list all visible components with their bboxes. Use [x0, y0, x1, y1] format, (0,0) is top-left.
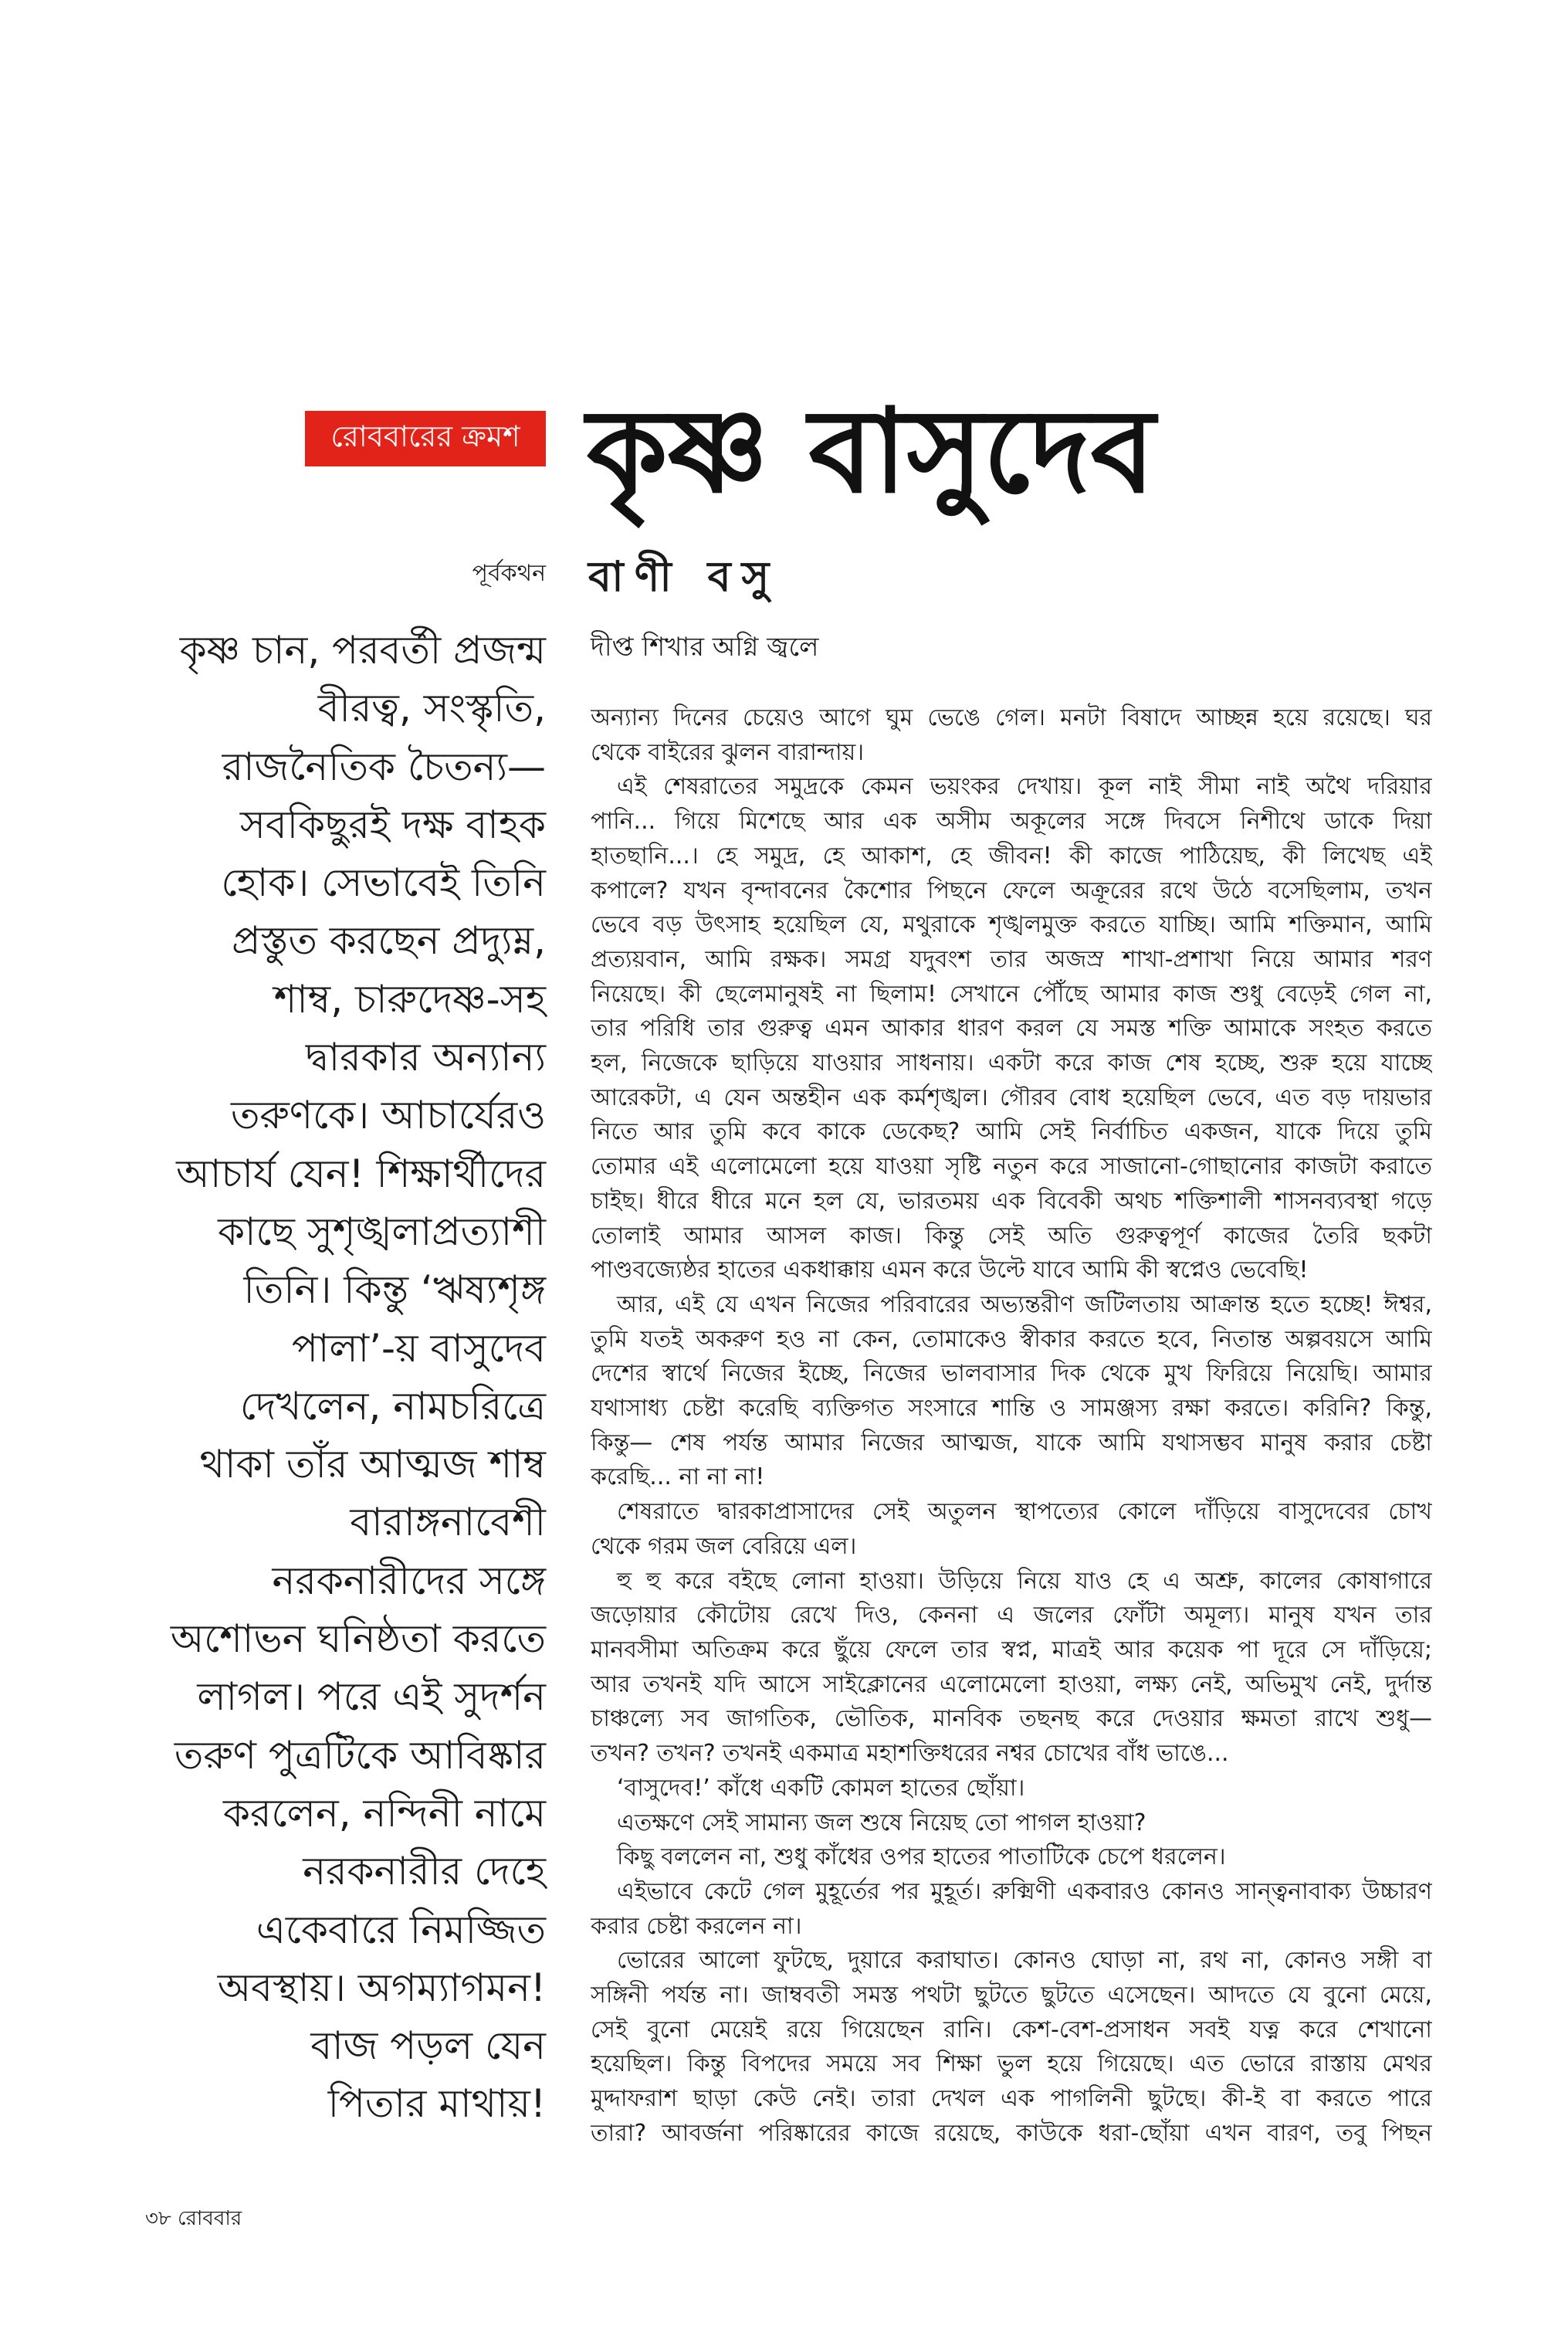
text-line: হয়েছিল। কিন্তু বিপদের সময়ে সব শিক্ষা ভুল হয়ে গিয়েছে। এত ভোরে রাস্তায় মেথর — [591, 2050, 1432, 2078]
paragraph — [591, 770, 1432, 1288]
pull-quote-line: থাকা তাঁর আত্মজ শাম্ব — [199, 1442, 546, 1487]
text-line: দেশের স্বার্থে নিজের ইচ্ছে, নিজের ভালবাসার দিক থেকে মুখ ফিরিয়ে নিয়েছি। আমার — [591, 1360, 1432, 1388]
text-line: প্রত্যয়বান, আমি রক্ষক। সমগ্র যদুবংশ তার অজস্র শাখা-প্রশাখা নিয়ে আমার শরণ — [591, 945, 1432, 973]
text-line: হু হু করে বইছে লোনা হাওয়া। উড়িয়ে নিয়ে যাও হে এ অশ্রু, কালের কোষাগারে — [617, 1567, 1432, 1595]
paragraph — [591, 1840, 1432, 1875]
text-line: চাইছ। ধীরে ধীরে মনে হল যে, ভারতময় এক বিবেকী অথচ শক্তিশালী শাসনব্যবস্থা গড়ে — [591, 1187, 1432, 1215]
text-line: কিন্তু— শেষ পর্যন্ত আমার নিজের আত্মজ, যাকে আমি যথাসম্ভব মানুষ করার চেষ্টা — [591, 1429, 1432, 1456]
text-line: পানি... গিয়ে মিশেছে আর এক অসীম অকূলের সঙ্গে দিবসে নিশীথে ডাকে দিয়া — [591, 808, 1432, 836]
pull-quote-line: নরকনারীর দেহে — [303, 1849, 546, 1894]
text-line: তারা? আবর্জনা পরিষ্কারের কাজে রয়েছে, কাউকে ধরা-ছোঁয়া এখন বারণ, তবু পিছন — [591, 2119, 1432, 2147]
pull-quote-line: একেবারে নিমজ্জিত — [256, 1907, 546, 1952]
paragraph — [591, 1565, 1432, 1772]
text-line: কিছু বললেন না, শুধু কাঁধের ওপর হাতের পাতাটিকে চেপে ধরলেন। — [617, 1843, 1226, 1871]
text-line: তার পরিধি তার গুরুত্ব এমন আকার ধারণ করল যে সমস্ত শক্তি আমাকে সংহত করতে — [591, 1015, 1432, 1043]
pull-quote-line: দেখলেন, নামচরিত্রে — [239, 1383, 546, 1429]
text-line: পাণ্ডবজ্যেষ্ঠর হাতের একধাক্কায় এমন করে উল্টে যাবে আমি কী স্বপ্নেও ভেবেছি! — [591, 1256, 1309, 1284]
pull-quote-line: তিনি। কিন্তু ‘ঋষ্যশৃঙ্গ — [243, 1267, 546, 1313]
text-line: সঙ্গিনী পর্যন্ত না। জাম্ববতী সমস্ত পথটা ছুটতে ছুটতে এসেছেন। আদতে যে বুনো মেয়ে, — [591, 1982, 1432, 2009]
pull-quote-line: প্রস্তুত করছেন প্রদ্যুম্ন, — [232, 918, 546, 964]
pull-quote-line: তরুণ পুত্রটিকে আবিষ্কার — [174, 1732, 546, 1778]
text-line: অন্যান্য দিনের চেয়েও আগে ঘুম ভেঙে গেল। মনটা বিষাদে আচ্ছন্ন হয়ে রয়েছে। ঘর — [591, 704, 1432, 731]
paragraph — [591, 701, 1432, 770]
text-line: করার চেষ্টা করলেন না। — [591, 1912, 802, 1940]
pull-quote-line: তরুণকে। আচার্যেরও — [231, 1093, 546, 1138]
article-body — [591, 701, 1432, 2151]
text-line: চাঞ্চল্যে সব জাগতিক, ভৌতিক, মানবিক তছনছ করে দেওয়ার ক্ষমতা রাখে শুধু— — [591, 1705, 1432, 1733]
text-line: করেছি... না না না! — [591, 1463, 765, 1491]
text-line: তুমি যতই অকরুণ হও না কেন, তোমাকেও স্বীকার করতে হবে, নিতান্ত অল্পবয়সে আমি — [591, 1325, 1432, 1353]
pull-quote-line: বারাঙ্গনাবেশী — [350, 1500, 546, 1545]
pull-quote-line: শাম্ব, চারুদেষ্ণ-সহ — [273, 976, 546, 1022]
series-badge: রোববারের ক্রমশ — [305, 411, 546, 466]
pull-quote-line: হোক। সেভাবেই তিনি — [221, 860, 546, 906]
page-title: কৃষ্ণ বাসুদেব — [587, 385, 1156, 519]
pull-quote-line: লাগল। পরে এই সুদর্শন — [197, 1674, 546, 1720]
pull-quote-line: সবকিছুরই দক্ষ বাহক — [239, 802, 546, 847]
paragraph — [591, 1495, 1432, 1564]
text-line: নিতে আর তুমি কবে কাকে ডেকেছ? আমি সেই নির্বাচিত একজন, যাকে দিয়ে তুমি — [591, 1118, 1432, 1146]
text-line: জড়োয়ার কৌটোয় রেখে দিও, কেননা এ জলের ফোঁটা অমূল্য। মানুষ যখন তার — [591, 1602, 1432, 1629]
pull-quote-line: কৃষ্ণ চান, পরবর্তী প্রজন্ম — [179, 628, 546, 673]
text-line: হাতছানি...। হে সমুদ্র, হে আকাশ, হে জীবন! কী কাজে পাঠিয়েছ, কী লিখেছ এই — [591, 842, 1432, 870]
text-line: নিয়েছে। কী ছেলেমানুষই না ছিলাম! সেখানে পৌঁছে আমার কাজ শুধু বেড়েই গেল না, — [591, 980, 1432, 1008]
paragraph — [591, 1944, 1432, 2151]
pull-quote-line: পালা’-য় বাসুদেব — [291, 1325, 546, 1371]
text-line: ভোরের আলো ফুটছে, দুয়ারে করাঘাত। কোনও ঘোড়া না, রথ না, কোনও সঙ্গী বা — [617, 1947, 1432, 1975]
pull-quote-line: বাজ পড়ল যেন — [310, 2023, 546, 2069]
page-footer: ৩৮ রোববার — [145, 2207, 242, 2230]
text-line: যথাসাধ্য চেষ্টা করেছি ব্যক্তিগত সংসারে শান্তি ও সামঞ্জস্য রক্ষা করতে। করিনি? কিন্তু, — [591, 1395, 1432, 1422]
text-line: থেকে গরম জল বেরিয়ে এল। — [591, 1532, 857, 1560]
text-line: কপালে? যখন বৃন্দাবনের কৈশোর পিছনে ফেলে অক্রূরের রথে উঠে বসেছিলাম, তখন — [591, 876, 1432, 904]
pull-quote-line: করলেন, নন্দিনী নামে — [223, 1790, 546, 1836]
paragraph — [591, 1772, 1432, 1806]
text-line: তখন? তখন? তখনই একমাত্র মহাশক্তিধরের নশ্বর চোখের বাঁধ ভাঙে... — [591, 1740, 1229, 1768]
text-line: ভেবে বড় উৎসাহ হয়েছিল যে, মথুরাকে শৃঙ্খলমুক্ত করতে যাচ্ছি। আমি শক্তিমান, আমি — [591, 911, 1432, 939]
paragraph — [591, 1875, 1432, 1944]
text-line: এতক্ষণে সেই সামান্য জল শুষে নিয়েছ তো পাগল হাওয়া? — [617, 1809, 1146, 1836]
text-line: সেই বুনো মেয়েই রয়ে গিয়েছেন রানি। কেশ-বেশ-প্রসাধন সবই যত্ন করে শেখানো — [591, 2016, 1432, 2043]
text-line: তোমার এই এলোমেলো হয়ে যাওয়া সৃষ্টি নতুন করে সাজানো-গোছানোর কাজটা করাতে — [591, 1153, 1432, 1181]
pull-quote — [83, 622, 546, 2134]
pull-quote-line: দ্বারকার অন্যান্য — [305, 1035, 546, 1080]
text-line: আর, এই যে এখন নিজের পরিবারের অভ্যন্তরীণ জটিলতায় আক্রান্ত হতে হচ্ছে! ঈশ্বর, — [617, 1290, 1432, 1318]
text-line: আরেকটা, এ যেন অন্তহীন এক কর্মশৃঙ্খল। গৌরব বোধ হয়েছিল ভেবে, এত বড় দায়ভার — [591, 1083, 1432, 1111]
chapter-subtitle: দীপ্ত শিখার অগ্নি জ্বলে — [591, 632, 819, 663]
text-line: ‘বাসুদেব!’ কাঁধে একটি কোমল হাতের ছোঁয়া। — [617, 1774, 1025, 1802]
text-line: হল, নিজেকে ছাড়িয়ে যাওয়ার সাধনায়। একটা করে কাজ শেষ হচ্ছে, শুরু হয়ে যাচ্ছে — [591, 1049, 1432, 1077]
pull-quote-line: কাছে সুশৃঙ্খলাপ্রত্যাশী — [218, 1209, 546, 1254]
pull-quote-line: অশোভন ঘনিষ্ঠতা করতে — [170, 1616, 546, 1662]
text-line: থেকে বাইরের ঝুলন বারান্দায়। — [591, 738, 865, 766]
pull-quote-line: রাজনৈতিক চৈতন্য— — [222, 744, 546, 789]
text-line: আর তখনই যদি আসে সাইক্লোনের এলোমেলো হাওয়া, লক্ষ্য নেই, অভিমুখ নেই, দুর্দান্ত — [591, 1670, 1432, 1698]
pull-quote-line: পিতার মাথায়! — [327, 2081, 546, 2127]
text-line: তোলাই আমার আসল কাজ। কিন্তু সেই অতি গুরুত্বপূর্ণ কাজের তৈরি ছকটা — [591, 1222, 1432, 1249]
author-name: বাণী বসু — [588, 552, 781, 601]
text-line: এইভাবে কেটে গেল মুহূর্তের পর মুহূর্ত। রুক্মিণী একবারও কোনও সান্ত্বনাবাক্য উচ্চারণ — [617, 1877, 1432, 1905]
paragraph — [591, 1806, 1432, 1841]
text-line: শেষরাতে দ্বারকাপ্রাসাদের সেই অতুলন স্থাপত্যের কোলে দাঁড়িয়ে বাসুদেবের চোখ — [617, 1498, 1432, 1526]
pull-quote-line: আচার্য যেন! শিক্ষার্থীদের — [176, 1151, 546, 1196]
text-line: এই শেষরাতের সমুদ্রকে কেমন ভয়ংকর দেখায়। কূল নাই সীমা নাই অথৈ দরিয়ার — [617, 773, 1432, 801]
paragraph — [591, 1288, 1432, 1495]
pull-quote-line: বীরত্ব, সংস্কৃতি, — [317, 686, 546, 731]
prelude-label: পূর্বকথন — [472, 560, 546, 587]
text-line: মানবসীমা অতিক্রম করে ছুঁয়ে ফেলে তার স্বপ্ন, মাত্রই আর কয়েক পা দূরে সে দাঁড়িয়ে; — [591, 1636, 1432, 1663]
text-line: মুদ্দাফরাশ ছাড়া কেউ নেই। তারা দেখল এক পাগলিনী ছুটছে। কী-ই বা করতে পারে — [591, 2085, 1432, 2113]
pull-quote-line: নরকনারীদের সঙ্গে — [272, 1558, 546, 1603]
pull-quote-line: অবস্থায়। অগম্যাগমন! — [217, 1965, 546, 2010]
